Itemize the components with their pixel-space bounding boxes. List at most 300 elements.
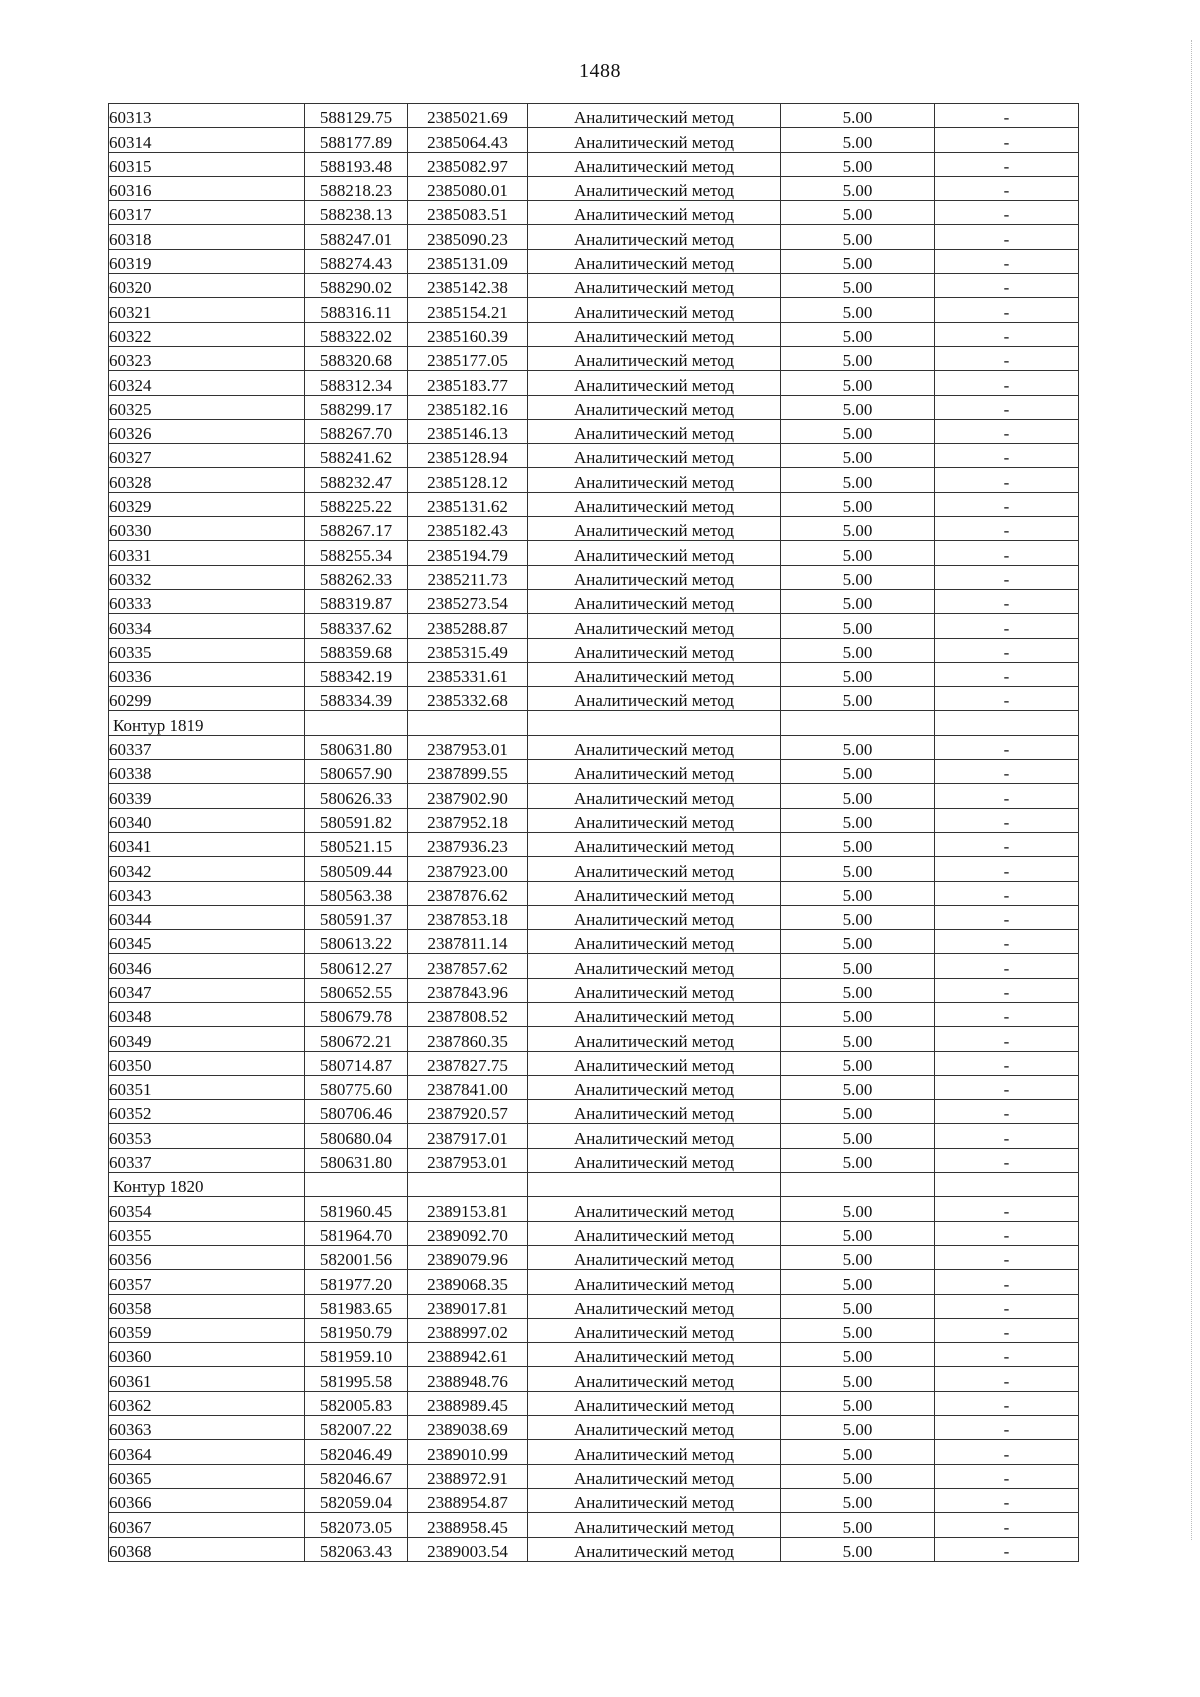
method-cell: Аналитический метод <box>528 1100 781 1124</box>
method-cell: Аналитический метод <box>528 1464 781 1488</box>
point-id-cell: 60347 <box>109 978 305 1002</box>
precision-cell: 5.00 <box>781 1051 935 1075</box>
y-coordinate-cell: 2387917.01 <box>408 1124 528 1148</box>
y-coordinate-cell: 2385146.13 <box>408 419 528 443</box>
point-id-cell: 60319 <box>109 249 305 273</box>
table-row <box>109 760 1079 784</box>
note-cell: - <box>935 1343 1079 1367</box>
precision-cell: 5.00 <box>781 468 935 492</box>
table-row <box>109 225 1079 249</box>
precision-cell: 5.00 <box>781 954 935 978</box>
point-id-cell: 60366 <box>109 1488 305 1512</box>
y-coordinate-cell: 2388958.45 <box>408 1513 528 1537</box>
table-row <box>109 614 1079 638</box>
method-cell: Аналитический метод <box>528 1440 781 1464</box>
method-cell: Аналитический метод <box>528 760 781 784</box>
point-id-cell: 60336 <box>109 662 305 686</box>
note-cell: - <box>935 1100 1079 1124</box>
y-coordinate-cell: 2385160.39 <box>408 322 528 346</box>
method-cell: Аналитический метод <box>528 614 781 638</box>
point-id-cell: 60315 <box>109 152 305 176</box>
point-id-cell: 60353 <box>109 1124 305 1148</box>
precision-cell: 5.00 <box>781 978 935 1002</box>
y-coordinate-cell: 2387857.62 <box>408 954 528 978</box>
note-cell: - <box>935 249 1079 273</box>
table-row <box>109 1027 1079 1051</box>
y-coordinate-cell: 2385182.43 <box>408 517 528 541</box>
table-row <box>109 541 1079 565</box>
table-row <box>109 1343 1079 1367</box>
table-row <box>109 662 1079 686</box>
note-cell: - <box>935 1464 1079 1488</box>
method-cell: Аналитический метод <box>528 1416 781 1440</box>
table-row <box>109 1294 1079 1318</box>
x-coordinate-cell: 582007.22 <box>305 1416 408 1440</box>
point-id-cell: 60338 <box>109 760 305 784</box>
precision-cell: 5.00 <box>781 492 935 516</box>
method-cell: Аналитический метод <box>528 735 781 759</box>
precision-cell: 5.00 <box>781 905 935 929</box>
method-cell: Аналитический метод <box>528 832 781 856</box>
table-row <box>109 1488 1079 1512</box>
method-cell: Аналитический метод <box>528 1002 781 1026</box>
precision-cell: 5.00 <box>781 346 935 370</box>
y-coordinate-cell: 2389079.96 <box>408 1245 528 1269</box>
note-cell: - <box>935 322 1079 346</box>
method-cell: Аналитический метод <box>528 249 781 273</box>
x-coordinate-cell: 588225.22 <box>305 492 408 516</box>
point-id-cell: 60326 <box>109 419 305 443</box>
table-row <box>109 517 1079 541</box>
table-row <box>109 1124 1079 1148</box>
x-coordinate-cell: 588255.34 <box>305 541 408 565</box>
table-row <box>109 1051 1079 1075</box>
section-title-cell: Контур 1820 <box>109 1173 305 1197</box>
y-coordinate-cell: 2387811.14 <box>408 930 528 954</box>
point-id-cell: 60331 <box>109 541 305 565</box>
method-cell <box>528 711 781 735</box>
y-coordinate-cell: 2387953.01 <box>408 735 528 759</box>
section-header-row <box>109 711 1079 735</box>
point-id-cell: 60348 <box>109 1002 305 1026</box>
table-row <box>109 905 1079 929</box>
note-cell: - <box>935 1416 1079 1440</box>
y-coordinate-cell: 2385021.69 <box>408 104 528 128</box>
x-coordinate-cell: 582046.49 <box>305 1440 408 1464</box>
point-id-cell: 60343 <box>109 881 305 905</box>
precision-cell: 5.00 <box>781 1391 935 1415</box>
precision-cell: 5.00 <box>781 395 935 419</box>
method-cell: Аналитический метод <box>528 468 781 492</box>
method-cell: Аналитический метод <box>528 225 781 249</box>
y-coordinate-cell: 2389068.35 <box>408 1270 528 1294</box>
point-id-cell: 60324 <box>109 371 305 395</box>
table-row <box>109 298 1079 322</box>
point-id-cell: 60328 <box>109 468 305 492</box>
precision-cell: 5.00 <box>781 1367 935 1391</box>
table-row <box>109 1367 1079 1391</box>
table-row <box>109 492 1079 516</box>
note-cell: - <box>935 1488 1079 1512</box>
point-id-cell: 60356 <box>109 1245 305 1269</box>
precision-cell: 5.00 <box>781 1464 935 1488</box>
precision-cell: 5.00 <box>781 1075 935 1099</box>
y-coordinate-cell: 2385183.77 <box>408 371 528 395</box>
x-coordinate-cell: 588312.34 <box>305 371 408 395</box>
method-cell: Аналитический метод <box>528 104 781 128</box>
y-coordinate-cell: 2387953.01 <box>408 1148 528 1172</box>
point-id-cell: 60360 <box>109 1343 305 1367</box>
precision-cell: 5.00 <box>781 857 935 881</box>
note-cell: - <box>935 735 1079 759</box>
note-cell: - <box>935 492 1079 516</box>
table-row <box>109 808 1079 832</box>
y-coordinate-cell <box>408 1173 528 1197</box>
y-coordinate-cell: 2387952.18 <box>408 808 528 832</box>
point-id-cell: 60364 <box>109 1440 305 1464</box>
method-cell: Аналитический метод <box>528 492 781 516</box>
precision-cell: 5.00 <box>781 687 935 711</box>
scan-edge-mark <box>1190 40 1192 1540</box>
y-coordinate-cell: 2385083.51 <box>408 201 528 225</box>
y-coordinate-cell: 2387902.90 <box>408 784 528 808</box>
x-coordinate-cell: 580613.22 <box>305 930 408 954</box>
y-coordinate-cell: 2388989.45 <box>408 1391 528 1415</box>
precision-cell: 5.00 <box>781 1513 935 1537</box>
precision-cell: 5.00 <box>781 1537 935 1561</box>
y-coordinate-cell: 2388972.91 <box>408 1464 528 1488</box>
x-coordinate-cell: 588129.75 <box>305 104 408 128</box>
point-id-cell: 60352 <box>109 1100 305 1124</box>
y-coordinate-cell: 2387923.00 <box>408 857 528 881</box>
table-row <box>109 104 1079 128</box>
y-coordinate-cell: 2385082.97 <box>408 152 528 176</box>
y-coordinate-cell: 2385131.09 <box>408 249 528 273</box>
note-cell: - <box>935 419 1079 443</box>
table-row <box>109 1464 1079 1488</box>
precision-cell: 5.00 <box>781 1270 935 1294</box>
x-coordinate-cell <box>305 711 408 735</box>
table-row <box>109 857 1079 881</box>
x-coordinate-cell: 582073.05 <box>305 1513 408 1537</box>
y-coordinate-cell: 2385332.68 <box>408 687 528 711</box>
table-row <box>109 1002 1079 1026</box>
note-cell: - <box>935 225 1079 249</box>
y-coordinate-cell: 2387827.75 <box>408 1051 528 1075</box>
point-id-cell: 60345 <box>109 930 305 954</box>
precision-cell: 5.00 <box>781 1245 935 1269</box>
point-id-cell: 60334 <box>109 614 305 638</box>
x-coordinate-cell: 580672.21 <box>305 1027 408 1051</box>
point-id-cell: 60339 <box>109 784 305 808</box>
x-coordinate-cell <box>305 1173 408 1197</box>
precision-cell: 5.00 <box>781 589 935 613</box>
x-coordinate-cell: 588267.70 <box>305 419 408 443</box>
precision-cell: 5.00 <box>781 371 935 395</box>
y-coordinate-cell: 2385288.87 <box>408 614 528 638</box>
y-coordinate-cell: 2387843.96 <box>408 978 528 1002</box>
table-row <box>109 395 1079 419</box>
precision-cell: 5.00 <box>781 1416 935 1440</box>
precision-cell: 5.00 <box>781 1294 935 1318</box>
point-id-cell: 60313 <box>109 104 305 128</box>
point-id-cell: 60333 <box>109 589 305 613</box>
point-id-cell: 60341 <box>109 832 305 856</box>
table-row <box>109 784 1079 808</box>
point-id-cell: 60342 <box>109 857 305 881</box>
note-cell: - <box>935 1124 1079 1148</box>
precision-cell <box>781 1173 935 1197</box>
table-row <box>109 1391 1079 1415</box>
y-coordinate-cell: 2385273.54 <box>408 589 528 613</box>
note-cell: - <box>935 978 1079 1002</box>
x-coordinate-cell: 580626.33 <box>305 784 408 808</box>
x-coordinate-cell: 588337.62 <box>305 614 408 638</box>
table-row <box>109 419 1079 443</box>
x-coordinate-cell: 588262.33 <box>305 565 408 589</box>
method-cell: Аналитический метод <box>528 1488 781 1512</box>
method-cell: Аналитический метод <box>528 1367 781 1391</box>
x-coordinate-cell: 580591.37 <box>305 905 408 929</box>
x-coordinate-cell: 580631.80 <box>305 1148 408 1172</box>
x-coordinate-cell: 580652.55 <box>305 978 408 1002</box>
method-cell: Аналитический метод <box>528 346 781 370</box>
x-coordinate-cell: 580631.80 <box>305 735 408 759</box>
method-cell: Аналитический метод <box>528 152 781 176</box>
note-cell: - <box>935 857 1079 881</box>
point-id-cell: 60330 <box>109 517 305 541</box>
table-row <box>109 687 1079 711</box>
method-cell: Аналитический метод <box>528 1075 781 1099</box>
note-cell: - <box>935 565 1079 589</box>
point-id-cell: 60322 <box>109 322 305 346</box>
precision-cell: 5.00 <box>781 1100 935 1124</box>
note-cell: - <box>935 1367 1079 1391</box>
x-coordinate-cell: 582001.56 <box>305 1245 408 1269</box>
point-id-cell: 60359 <box>109 1318 305 1342</box>
x-coordinate-cell: 588177.89 <box>305 128 408 152</box>
y-coordinate-cell: 2388954.87 <box>408 1488 528 1512</box>
precision-cell: 5.00 <box>781 1488 935 1512</box>
y-coordinate-cell: 2388997.02 <box>408 1318 528 1342</box>
method-cell: Аналитический метод <box>528 978 781 1002</box>
point-id-cell: 60318 <box>109 225 305 249</box>
y-coordinate-cell: 2389017.81 <box>408 1294 528 1318</box>
x-coordinate-cell: 580706.46 <box>305 1100 408 1124</box>
x-coordinate-cell: 588299.17 <box>305 395 408 419</box>
point-id-cell: 60349 <box>109 1027 305 1051</box>
point-id-cell: 60367 <box>109 1513 305 1537</box>
table-row <box>109 1100 1079 1124</box>
precision-cell: 5.00 <box>781 517 935 541</box>
section-title-cell: Контур 1819 <box>109 711 305 735</box>
y-coordinate-cell: 2387936.23 <box>408 832 528 856</box>
y-coordinate-cell: 2387808.52 <box>408 1002 528 1026</box>
method-cell: Аналитический метод <box>528 930 781 954</box>
note-cell: - <box>935 1513 1079 1537</box>
precision-cell: 5.00 <box>781 1124 935 1148</box>
point-id-cell: 60337 <box>109 1148 305 1172</box>
note-cell: - <box>935 1002 1079 1026</box>
note-cell: - <box>935 152 1079 176</box>
method-cell: Аналитический метод <box>528 662 781 686</box>
method-cell: Аналитический метод <box>528 857 781 881</box>
method-cell: Аналитический метод <box>528 419 781 443</box>
x-coordinate-cell: 582059.04 <box>305 1488 408 1512</box>
point-id-cell: 60314 <box>109 128 305 152</box>
precision-cell: 5.00 <box>781 1318 935 1342</box>
x-coordinate-cell: 588193.48 <box>305 152 408 176</box>
note-cell: - <box>935 1537 1079 1561</box>
x-coordinate-cell: 580680.04 <box>305 1124 408 1148</box>
precision-cell: 5.00 <box>781 274 935 298</box>
note-cell: - <box>935 468 1079 492</box>
precision-cell: 5.00 <box>781 760 935 784</box>
point-id-cell: 60346 <box>109 954 305 978</box>
x-coordinate-cell: 580714.87 <box>305 1051 408 1075</box>
table-row <box>109 1318 1079 1342</box>
y-coordinate-cell: 2385128.12 <box>408 468 528 492</box>
note-cell: - <box>935 1391 1079 1415</box>
note-cell: - <box>935 881 1079 905</box>
y-coordinate-cell: 2385064.43 <box>408 128 528 152</box>
note-cell <box>935 711 1079 735</box>
x-coordinate-cell: 581959.10 <box>305 1343 408 1367</box>
table-row <box>109 1416 1079 1440</box>
x-coordinate-cell: 588238.13 <box>305 201 408 225</box>
table-row <box>109 152 1079 176</box>
table-row <box>109 1197 1079 1221</box>
table-row <box>109 371 1079 395</box>
point-id-cell: 60368 <box>109 1537 305 1561</box>
table-row <box>109 274 1079 298</box>
precision-cell: 5.00 <box>781 419 935 443</box>
table-row <box>109 249 1079 273</box>
note-cell: - <box>935 808 1079 832</box>
precision-cell <box>781 711 935 735</box>
x-coordinate-cell: 581950.79 <box>305 1318 408 1342</box>
point-id-cell: 60351 <box>109 1075 305 1099</box>
x-coordinate-cell: 588322.02 <box>305 322 408 346</box>
table-row <box>109 638 1079 662</box>
x-coordinate-cell: 588316.11 <box>305 298 408 322</box>
method-cell: Аналитический метод <box>528 1197 781 1221</box>
method-cell: Аналитический метод <box>528 1124 781 1148</box>
method-cell: Аналитический метод <box>528 541 781 565</box>
point-id-cell: 60350 <box>109 1051 305 1075</box>
note-cell: - <box>935 541 1079 565</box>
coordinates-table-body <box>109 104 1079 1562</box>
precision-cell: 5.00 <box>781 1148 935 1172</box>
coordinates-table <box>108 103 1079 1562</box>
y-coordinate-cell: 2385194.79 <box>408 541 528 565</box>
x-coordinate-cell: 588290.02 <box>305 274 408 298</box>
y-coordinate-cell: 2387920.57 <box>408 1100 528 1124</box>
note-cell: - <box>935 1270 1079 1294</box>
x-coordinate-cell: 588247.01 <box>305 225 408 249</box>
note-cell: - <box>935 1027 1079 1051</box>
point-id-cell: 60363 <box>109 1416 305 1440</box>
note-cell: - <box>935 176 1079 200</box>
method-cell: Аналитический метод <box>528 395 781 419</box>
method-cell: Аналитический метод <box>528 1343 781 1367</box>
table-row <box>109 832 1079 856</box>
y-coordinate-cell: 2387876.62 <box>408 881 528 905</box>
y-coordinate-cell: 2385182.16 <box>408 395 528 419</box>
point-id-cell: 60355 <box>109 1221 305 1245</box>
point-id-cell: 60321 <box>109 298 305 322</box>
method-cell: Аналитический метод <box>528 298 781 322</box>
note-cell: - <box>935 687 1079 711</box>
precision-cell: 5.00 <box>781 1440 935 1464</box>
method-cell: Аналитический метод <box>528 687 781 711</box>
x-coordinate-cell: 580509.44 <box>305 857 408 881</box>
y-coordinate-cell: 2385211.73 <box>408 565 528 589</box>
x-coordinate-cell: 588359.68 <box>305 638 408 662</box>
table-row <box>109 1221 1079 1245</box>
precision-cell: 5.00 <box>781 565 935 589</box>
precision-cell: 5.00 <box>781 832 935 856</box>
x-coordinate-cell: 588342.19 <box>305 662 408 686</box>
table-row <box>109 978 1079 1002</box>
precision-cell: 5.00 <box>781 1027 935 1051</box>
y-coordinate-cell: 2385131.62 <box>408 492 528 516</box>
note-cell: - <box>935 1440 1079 1464</box>
x-coordinate-cell: 582046.67 <box>305 1464 408 1488</box>
note-cell: - <box>935 1075 1079 1099</box>
point-id-cell: 60357 <box>109 1270 305 1294</box>
table-row <box>109 930 1079 954</box>
x-coordinate-cell: 588274.43 <box>305 249 408 273</box>
table-row <box>109 128 1079 152</box>
method-cell: Аналитический метод <box>528 274 781 298</box>
table-row <box>109 1537 1079 1561</box>
table-row <box>109 954 1079 978</box>
x-coordinate-cell: 588334.39 <box>305 687 408 711</box>
point-id-cell: 60337 <box>109 735 305 759</box>
method-cell: Аналитический метод <box>528 322 781 346</box>
precision-cell: 5.00 <box>781 128 935 152</box>
precision-cell: 5.00 <box>781 298 935 322</box>
y-coordinate-cell: 2385315.49 <box>408 638 528 662</box>
note-cell: - <box>935 1051 1079 1075</box>
table-row <box>109 1245 1079 1269</box>
x-coordinate-cell: 580679.78 <box>305 1002 408 1026</box>
precision-cell: 5.00 <box>781 1343 935 1367</box>
point-id-cell: 60320 <box>109 274 305 298</box>
precision-cell: 5.00 <box>781 784 935 808</box>
table-row <box>109 322 1079 346</box>
note-cell: - <box>935 638 1079 662</box>
precision-cell: 5.00 <box>781 104 935 128</box>
note-cell: - <box>935 395 1079 419</box>
precision-cell: 5.00 <box>781 930 935 954</box>
x-coordinate-cell: 581995.58 <box>305 1367 408 1391</box>
point-id-cell: 60329 <box>109 492 305 516</box>
x-coordinate-cell: 580657.90 <box>305 760 408 784</box>
table-row <box>109 1440 1079 1464</box>
precision-cell: 5.00 <box>781 225 935 249</box>
y-coordinate-cell: 2385080.01 <box>408 176 528 200</box>
y-coordinate-cell: 2389038.69 <box>408 1416 528 1440</box>
note-cell: - <box>935 662 1079 686</box>
method-cell: Аналитический метод <box>528 517 781 541</box>
precision-cell: 5.00 <box>781 662 935 686</box>
method-cell: Аналитический метод <box>528 954 781 978</box>
x-coordinate-cell: 582063.43 <box>305 1537 408 1561</box>
method-cell: Аналитический метод <box>528 1221 781 1245</box>
precision-cell: 5.00 <box>781 638 935 662</box>
